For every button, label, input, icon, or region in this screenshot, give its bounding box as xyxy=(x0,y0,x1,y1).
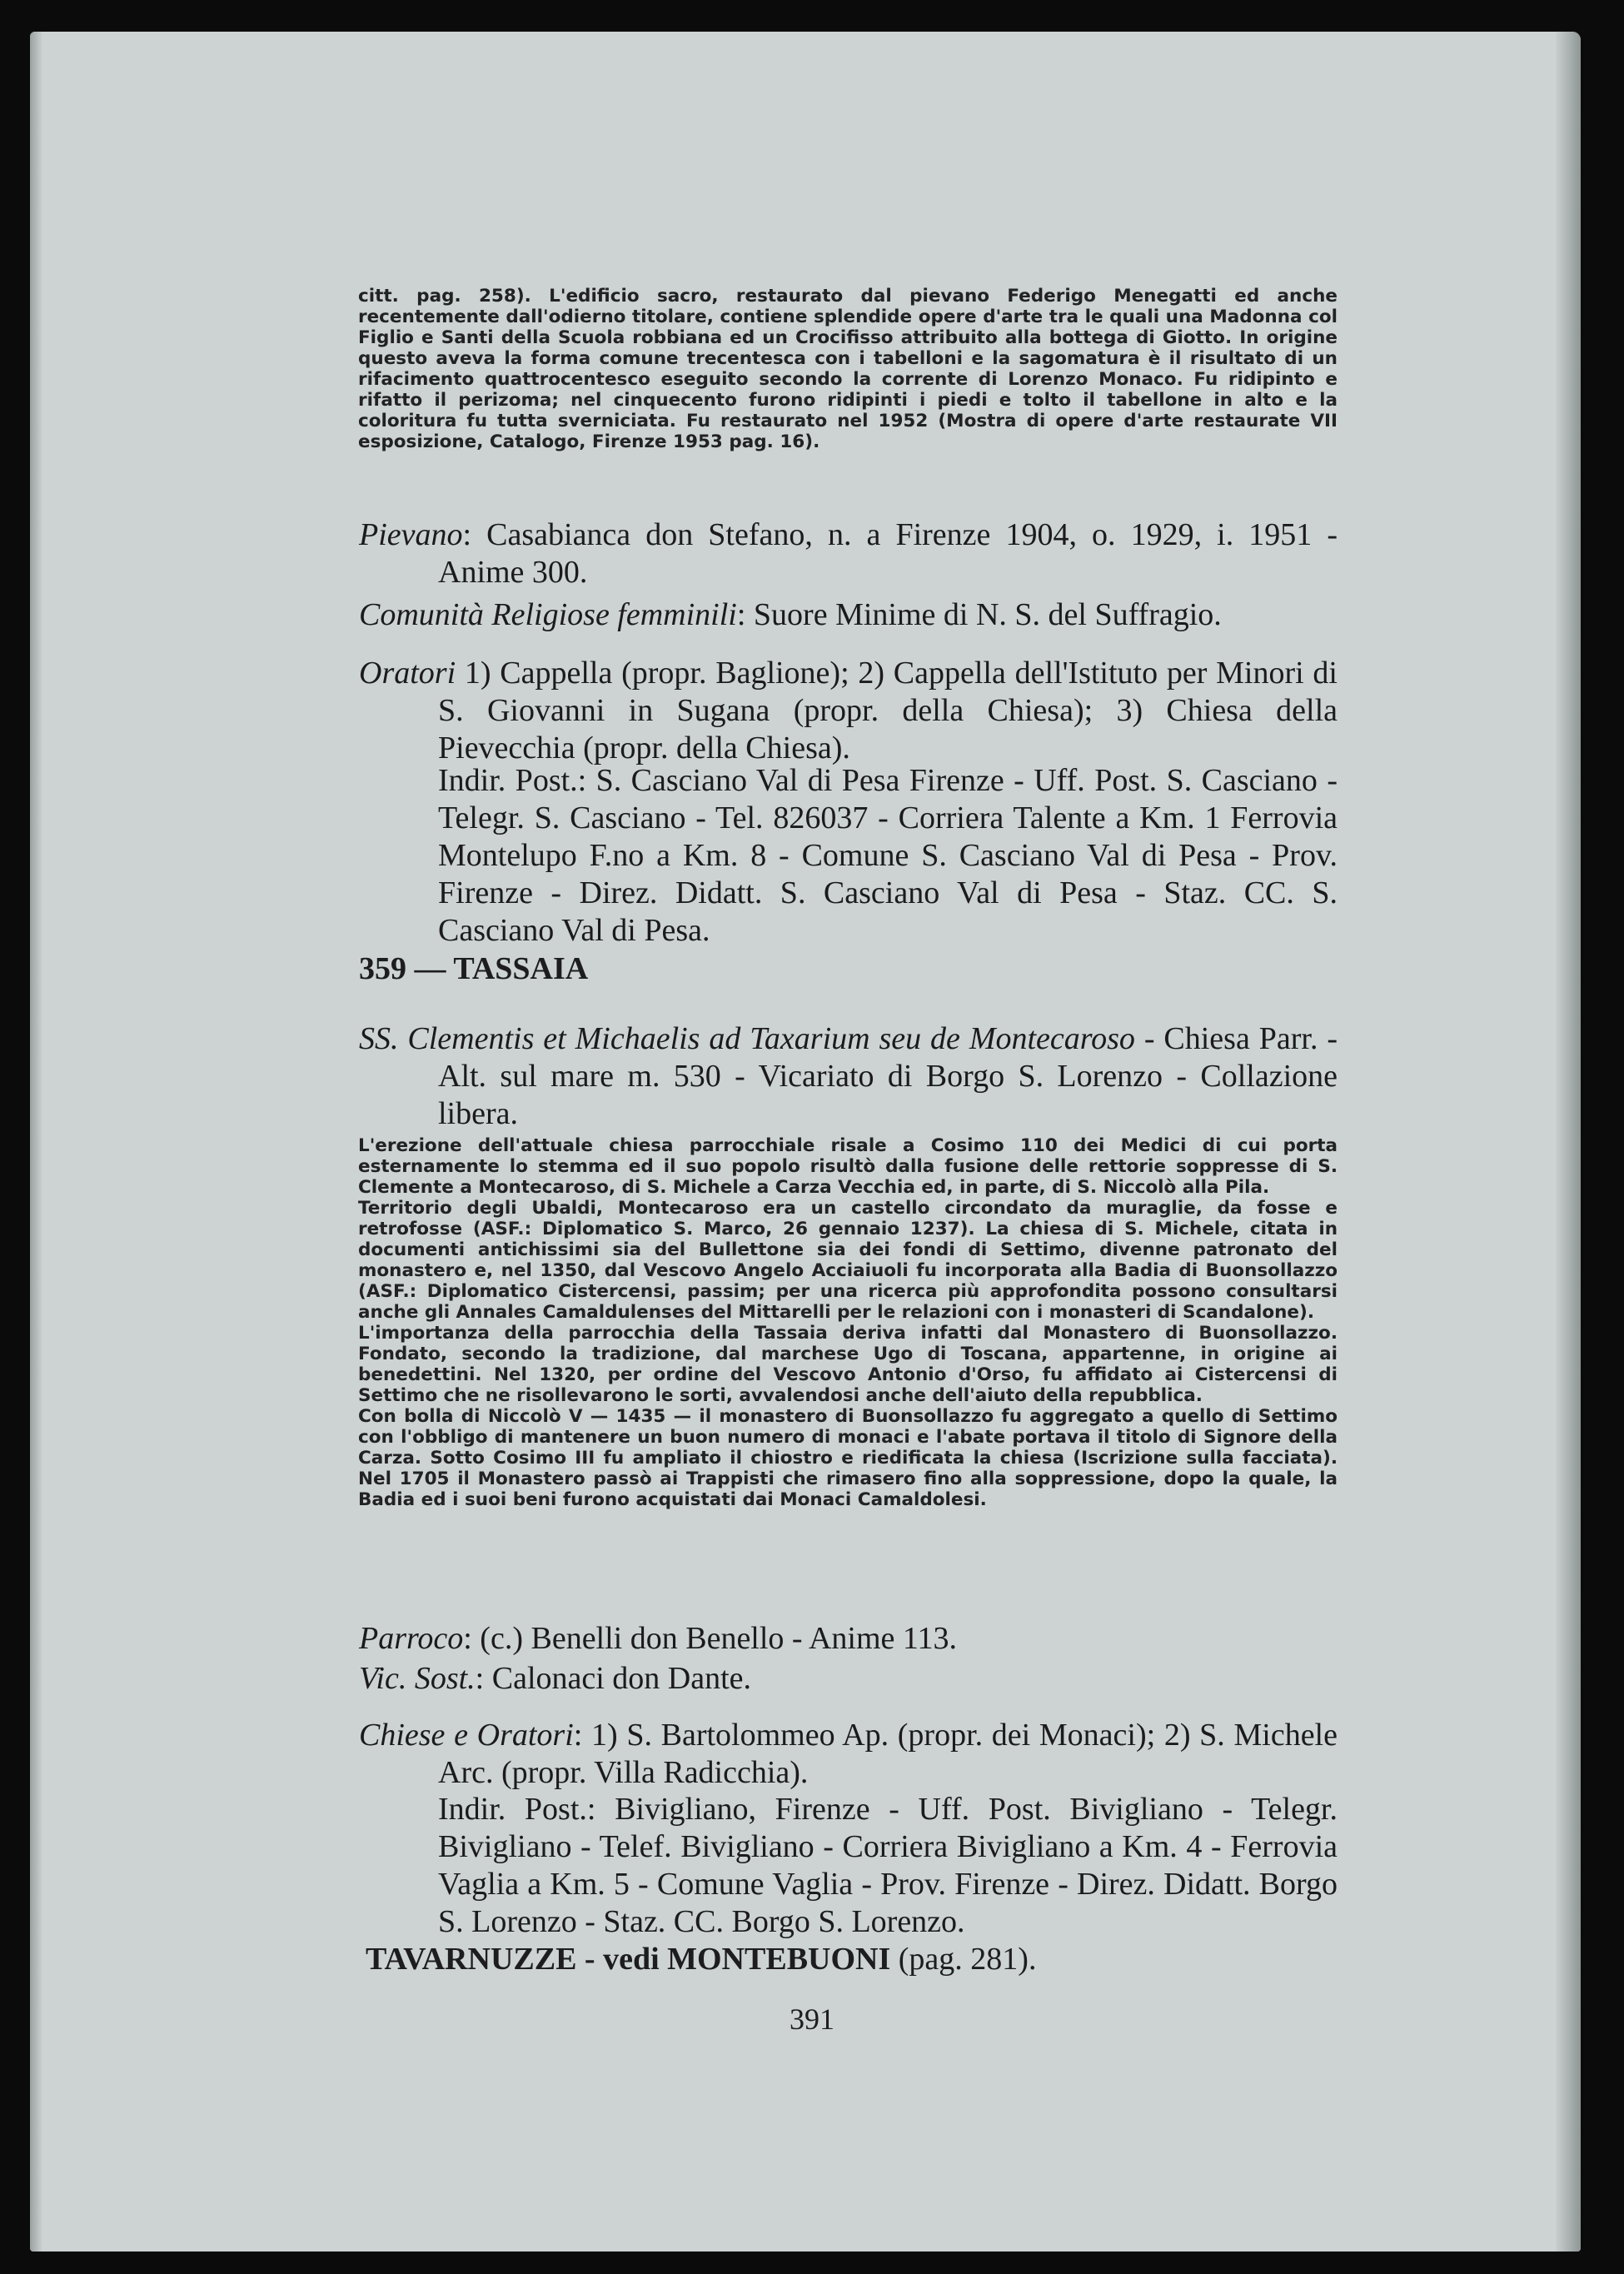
pievano-label: Pievano xyxy=(359,517,463,552)
cross-reference-page: (pag. 281). xyxy=(890,1942,1037,1977)
parroco-entry xyxy=(359,1620,957,1657)
pievano-text: : Casabianca don Stefano, n. a Firenze 1904, o. 1929, i. 1951 - Anime 300. xyxy=(438,517,1338,590)
cross-reference xyxy=(366,1941,1036,1977)
chiese-entry xyxy=(359,1717,1338,1792)
oratori-text: 1) Cappella (propr. Baglione); 2) Cappella dell'Istituto per Minori di S. Giovanni in Sugana (propr. della Chiesa); 3) Chiesa della Pievecchia (propr. della Chiesa). xyxy=(438,656,1338,765)
comunita-entry xyxy=(359,596,1222,633)
parroco-text: : (c.) Benelli don Benello - Anime 113. xyxy=(463,1621,957,1656)
comunita-label: Comunità Religiose femminili xyxy=(359,597,737,632)
indirizzo-postale-2-text: Indir. Post.: Bivigliano, Firenze - Uff. Post. Bivigliano - Telegr. Bivigliano - Telef. Bivigliano - Corriera Bivigliano a Km. 4 - Ferrovia Vaglia a Km. 5 - Comune Vaglia - Prov. Firenze - Direz. Didatt. Borgo S. Lorenzo - Staz. CC. Borgo S. Lorenzo. xyxy=(438,1792,1338,1939)
vic-sost-entry xyxy=(359,1660,751,1697)
chiese-label: Chiese e Oratori xyxy=(359,1718,574,1753)
history-paragraph: L'importanza della parrocchia della Tassaia deriva infatti dal Monastero di Buonsollazzo. Fondato, secondo la tradizione, dal marchese Ugo di Toscana, appartenne, in origine ai benedettini. Nel 1320, per ordine del Vescovo Antonio d'Orso, fu affidato ai Cistercensi di Settimo che ne risollevarono le sorti, avvalendosi anche dell'aiuto della repubblica. xyxy=(358,1323,1338,1406)
entry-heading: 359 — TASSAIA xyxy=(359,951,589,986)
history-paragraph: Con bolla di Niccolò V — 1435 — il monastero di Buonsollazzo fu aggregato a quello di Settimo con l'obbligo di mantenere un buon numero di monaci e l'abate portava il titolo di Signore della Carza. Sotto Cosimo III fu ampliato il chiostro e riedificata la chiesa (Iscrizione sulla facciata). Nel 1705 il Monastero passò ai Trappisti che rimasero fino alla soppressione, dopo la quale, la Badia ed i suoi beni furono acquistati dai Monaci Camaldolesi. xyxy=(358,1406,1338,1510)
vic-sost-text: : Calonaci don Dante. xyxy=(475,1661,752,1696)
comunita-text: : Suore Minime di N. S. del Suffragio. xyxy=(736,597,1222,632)
church-title: SS. Clementis et Michaelis ad Taxarium seu de Montecaroso xyxy=(359,1021,1135,1056)
history-paragraph: L'erezione dell'attuale chiesa parrocchiale risale a Cosimo 110 dei Medici di cui porta esternamente lo stemma ed il suo popolo risultò dalla fusione delle rettorie soppresse di S. Clemente a Montecaroso, di S. Michele a Carza Vecchia ed, in parte, di S. Niccolò alla Pila. xyxy=(358,1135,1338,1198)
church-text: - Chiesa Parr. - Alt. sul mare m. 530 - Vicariato di Borgo S. Lorenzo - Collazione libera. xyxy=(438,1021,1338,1131)
indirizzo-postale-1-text: Indir. Post.: S. Casciano Val di Pesa Firenze - Uff. Post. S. Casciano - Telegr. S. Casciano - Tel. 826037 - Corriera Talente a Km. 1 Ferrovia Montelupo F.no a Km. 8 - Comune S. Casciano Val di Pesa - Prov. Firenze - Direz. Didatt. S. Casciano Val di Pesa - Staz. CC. S. Casciano Val di Pesa. xyxy=(438,763,1338,948)
book-page xyxy=(30,32,1581,2252)
history-paragraph: Territorio degli Ubaldi, Montecaroso era un castello circondato da muraglie, da fosse e retrofosse (ASF.: Diplomatico S. Marco, 26 gennaio 1237). La chiesa di S. Michele, citata in documenti antichissimi sia del Bullettone sia dei fondi di Settimo, divenne patronato del monastero e, nel 1350, dal Vescovo Angelo Acciaiuoli fu incorporata alla Badia di Buonsollazzo (ASF.: Diplomatico Cistercensi, passim; per una ricerca più approfondita possono consultarsi anche gli Annales Camaldulenses del Mittarelli per le relazioni con i monasteri di Scandalone). xyxy=(358,1198,1338,1323)
indirizzo-postale-2 xyxy=(359,1791,1338,1941)
page-number: 391 xyxy=(790,2002,834,2036)
vic-sost-label: Vic. Sost. xyxy=(359,1661,476,1696)
chiese-text: : 1) S. Bartolommeo Ap. (propr. dei Monaci); 2) S. Michele Arc. (propr. Villa Radicchia). xyxy=(438,1718,1338,1790)
intro-note xyxy=(358,286,1338,452)
pievano-entry xyxy=(359,516,1338,591)
intro-note-paragraph: citt. pag. 258). L'edificio sacro, restaurato dal pievano Federigo Menegatti ed anche recentemente dall'odierno titolare, contiene splendide opere d'arte tra le quali una Madonna col Figlio e Santi della Scuola robbiana ed un Crocifisso attribuito alla bottega di Giotto. In origine questo aveva la forma comune trecentesca con i tabelloni e la sagomatura è il risultato di un rifacimento quattrocentesco eseguito secondo la corrente di Lorenzo Monaco. Fu ridipinto e rifatto il perizoma; nel cinquecento furono ridipinti i piedi e tolto il tabellone in alto e la coloritura fu tutta sverniciata. Fu restaurato nel 1952 (Mostra di opere d'arte restaurate VII esposizione, Catalogo, Firenze 1953 pag. 16). xyxy=(358,286,1338,452)
oratori-entry xyxy=(359,655,1338,767)
parroco-label: Parroco xyxy=(359,1621,464,1656)
history-note xyxy=(358,1135,1338,1510)
oratori-label: Oratori xyxy=(359,656,456,691)
church-entry xyxy=(359,1020,1338,1133)
indirizzo-postale-1 xyxy=(359,762,1338,950)
cross-reference-name: TAVARNUZZE - vedi MONTEBUONI xyxy=(366,1942,891,1977)
